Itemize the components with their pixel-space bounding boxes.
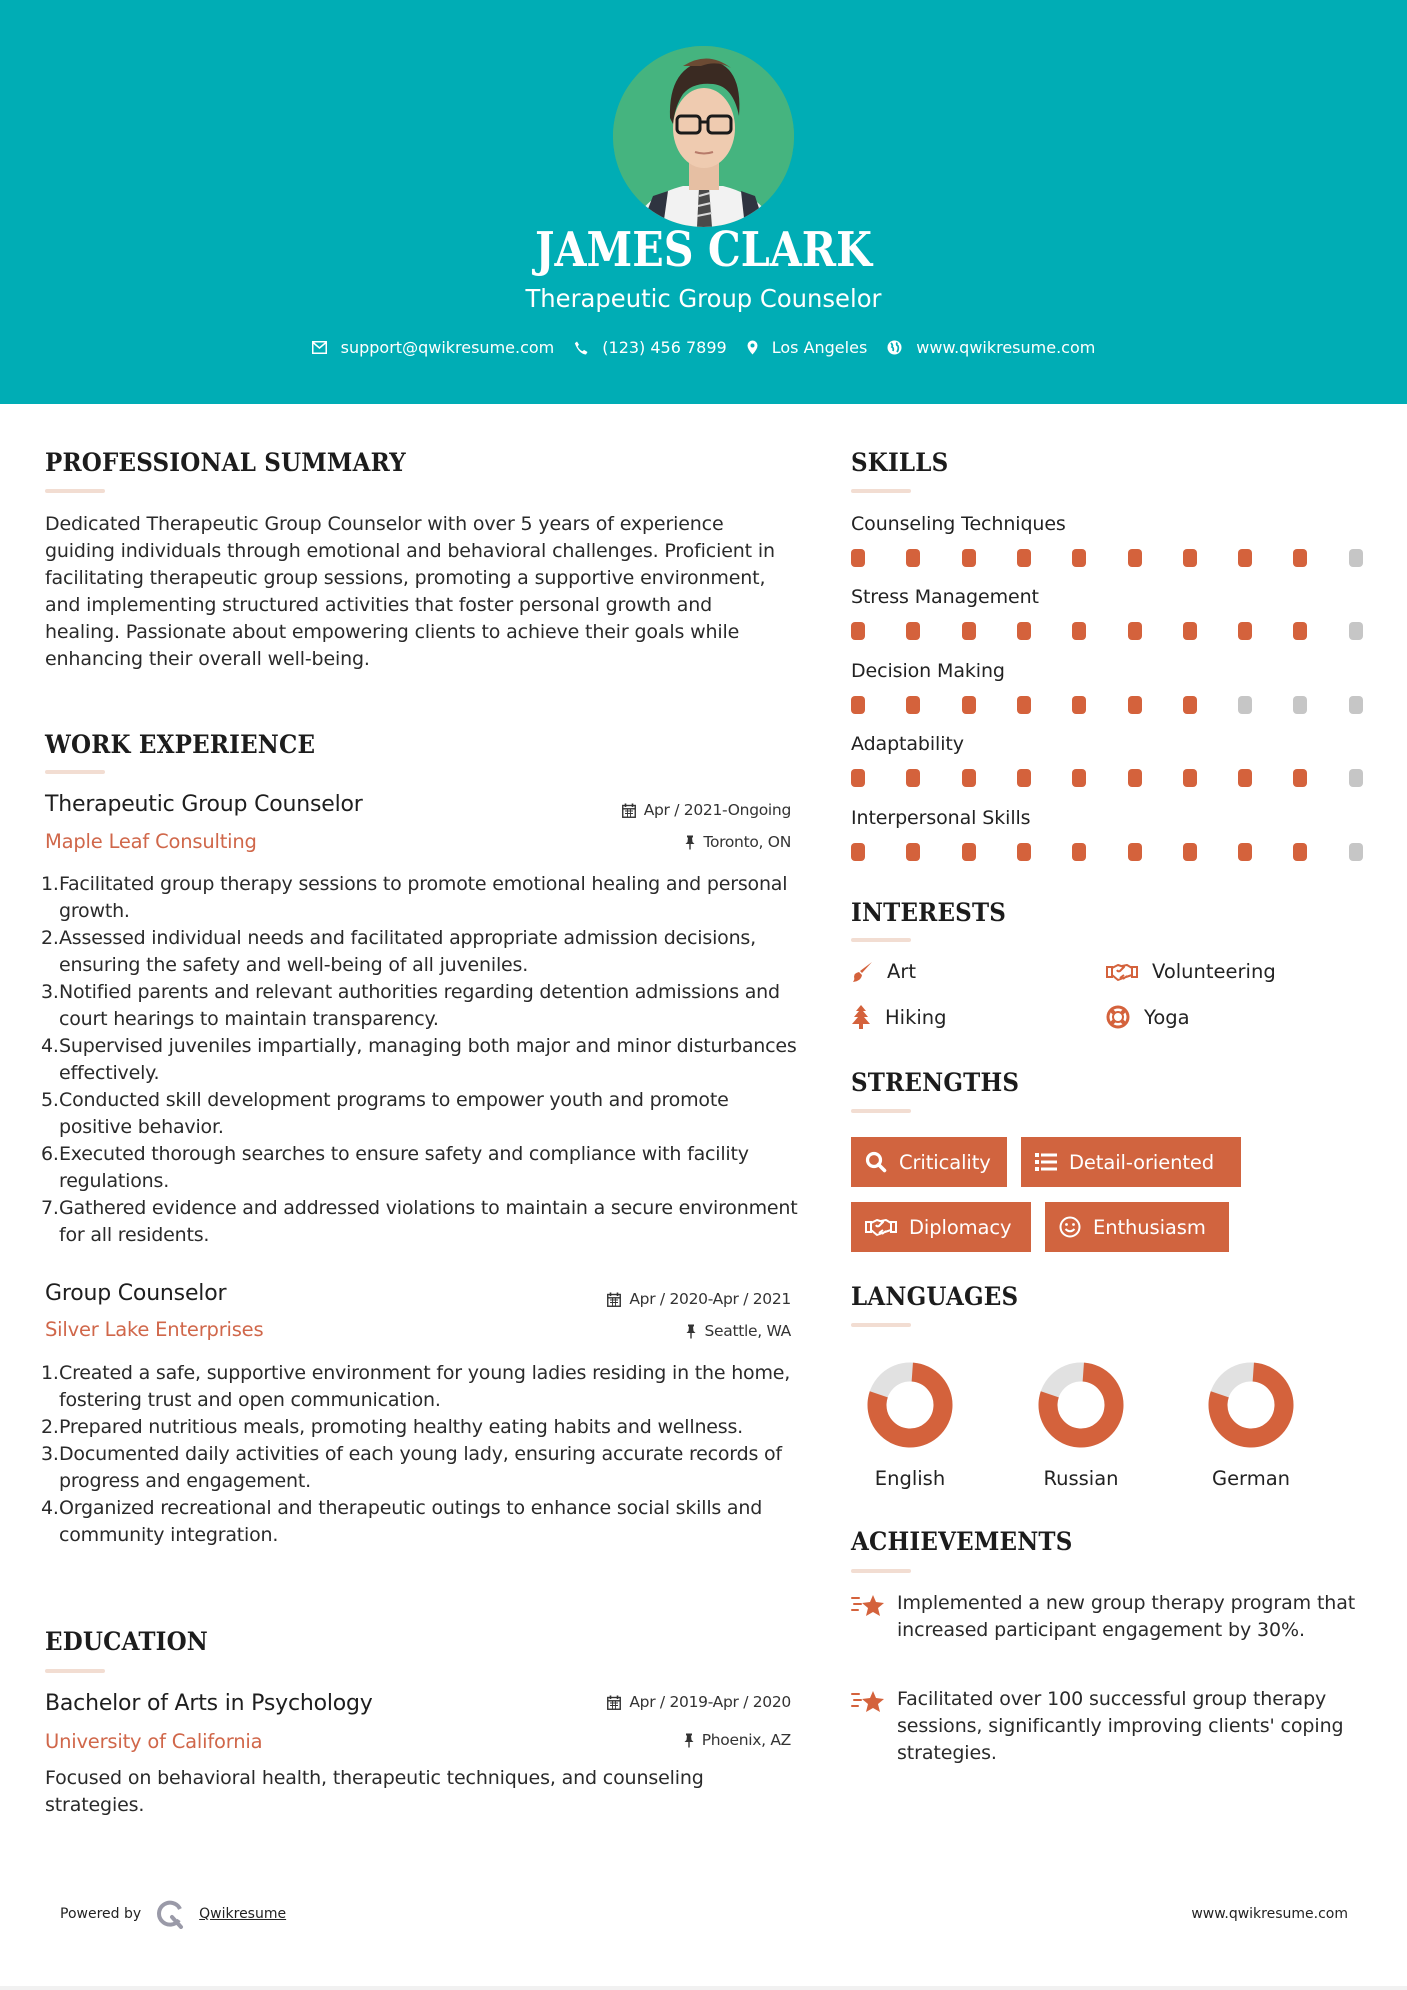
achievement-item: Implemented a new group therapy program that increased participant engagement by 30%. [851,1590,1371,1644]
contact-website[interactable] [887,338,1095,357]
globe-icon [887,340,902,355]
skill-dot-filled [1017,696,1031,714]
list-icon [1035,1152,1057,1172]
company-name: Maple Leaf Consulting [45,830,257,853]
calendar-icon [622,803,636,818]
skill-name: Interpersonal Skills [851,807,1031,829]
skill-dot-filled [962,622,976,640]
skill-dot-filled [1293,843,1307,861]
skill-dot-filled [851,622,865,640]
language-russian: Russian [1026,1362,1136,1490]
job-dates: Apr / 2020-Apr / 2021 [607,1290,791,1308]
skill-dot-filled [906,769,920,787]
skill-name: Stress Management [851,586,1039,608]
education-dates: Apr / 2019-Apr / 2020 [607,1693,791,1711]
skill-rating [851,549,1371,567]
contact-phone-text: (123) 456 7899 [602,338,727,357]
list-item: 3. Documented daily activities of each young lady, ensuring accurate records of progress and engagement. [41,1443,782,1492]
shooting-star-icon [851,1594,885,1618]
skill-dot-filled [1238,622,1252,640]
list-item: 1. Created a safe, supportive environment for young ladies residing in the home, fostering trust and open communication. [41,1362,791,1411]
skill-dot-filled [906,549,920,567]
qwikresume-link[interactable]: Qwikresume [199,1906,287,1922]
interest-hiking: Hiking [851,1005,947,1029]
contact-email-text: support@qwikresume.com [340,338,555,357]
skill-dot-filled [1128,769,1142,787]
skill-dot-empty [1349,622,1363,640]
skill-dot-filled [906,843,920,861]
skill-dot-filled [851,549,865,567]
skill-dot-filled [1183,769,1197,787]
list-item: 2. Prepared nutritious meals, promoting healthy eating habits and wellness. [41,1416,744,1438]
section-divider [851,938,911,942]
calendar-icon [607,1695,621,1710]
skill-dot-filled [1072,622,1086,640]
contact-phone[interactable] [574,338,726,357]
strength-badge-detail-oriented: Detail-oriented [1021,1137,1241,1187]
school-name: University of California [45,1730,263,1753]
language-proficiency-donut [1026,1362,1136,1448]
contact-website-text: www.qwikresume.com [916,338,1096,357]
experience-heading: WORK EXPERIENCE [45,730,316,759]
language-proficiency-donut [855,1362,965,1448]
skill-dot-filled [1238,549,1252,567]
strength-badge-diplomacy: Diplomacy [851,1202,1031,1252]
skill-dot-filled [851,843,865,861]
job-location: Seattle, WA [686,1322,791,1340]
language-german: German [1196,1362,1306,1490]
skills-heading: SKILLS [851,448,949,477]
skill-dot-empty [1349,696,1363,714]
language-english: English [855,1362,965,1490]
skill-name: Decision Making [851,660,1005,682]
skill-dot-filled [906,696,920,714]
skill-dot-filled [1017,622,1031,640]
strength-badge-enthusiasm: Enthusiasm [1045,1202,1229,1252]
skill-dot-filled [1128,696,1142,714]
job-bullets [41,871,801,1249]
section-divider [45,770,105,774]
skill-dot-filled [962,769,976,787]
phone-icon [574,341,588,355]
skill-dot-filled [1183,549,1197,567]
section-divider [851,1569,911,1573]
skill-dot-filled [962,843,976,861]
skill-dot-filled [1072,843,1086,861]
skill-dot-empty [1349,549,1363,567]
section-divider [851,1109,911,1113]
smile-icon [1059,1216,1081,1238]
skill-dot-filled [1238,843,1252,861]
resume-header [0,0,1407,404]
skill-dot-filled [1293,622,1307,640]
paintbrush-icon [851,961,873,983]
skill-rating [851,696,1371,714]
skill-dot-filled [1293,549,1307,567]
candidate-title: Therapeutic Group Counselor [525,284,882,313]
skill-dot-filled [1072,696,1086,714]
skill-name: Adaptability [851,733,964,755]
skill-dot-filled [1072,549,1086,567]
education-heading: EDUCATION [45,1627,209,1656]
footer-website[interactable]: www.qwikresume.com [1191,1906,1348,1922]
list-item: 6. Executed thorough searches to ensure safety and compliance with facility regulations. [41,1143,749,1192]
interest-volunteering: Volunteering [1106,960,1276,983]
job-title: Therapeutic Group Counselor [45,792,363,817]
skill-rating [851,769,1371,787]
page-bottom-border [0,1986,1407,1990]
life-ring-icon [1106,1005,1130,1029]
skill-dot-filled [962,549,976,567]
skill-rating [851,622,1371,640]
language-proficiency-donut [1196,1362,1306,1448]
languages-heading: LANGUAGES [851,1282,1019,1311]
skill-dot-filled [1183,843,1197,861]
skill-dot-filled [1128,622,1142,640]
list-item: 2. Assessed individual needs and facilitated appropriate admission decisions, ensuring the safety and well-being of all juveniles. [41,927,756,976]
list-item: 4. Organized recreational and therapeutic outings to enhance social skills and community integration. [41,1497,763,1546]
tree-icon [851,1005,871,1029]
strength-badge-criticality: Criticality [851,1137,1007,1187]
skill-rating [851,843,1371,861]
calendar-icon [607,1292,621,1307]
skill-dot-empty [1293,696,1307,714]
job-dates: Apr / 2021-Ongoing [622,801,791,819]
degree-title: Bachelor of Arts in Psychology [45,1691,373,1716]
skill-dot-filled [1128,843,1142,861]
achievement-item: Facilitated over 100 successful group therapy sessions, significantly improving clients' coping strategies. [851,1686,1371,1767]
map-marker-icon [747,340,758,355]
list-item: 1. Facilitated group therapy sessions to promote emotional healing and personal growth. [41,873,788,922]
skill-dot-filled [1183,622,1197,640]
skill-dot-filled [1017,549,1031,567]
list-item: 4. Supervised juveniles impartially, managing both major and minor disturbances effectively. [41,1035,797,1084]
section-divider [851,489,911,493]
search-icon [865,1151,887,1173]
handshake-icon [865,1217,897,1237]
shooting-star-icon [851,1690,885,1714]
skill-dot-filled [1238,769,1252,787]
skill-dot-filled [851,696,865,714]
job-bullets [41,1360,801,1549]
pushpin-icon [684,1733,694,1748]
skill-dot-empty [1349,769,1363,787]
candidate-name: JAMES CLARK [534,222,872,278]
list-item: 7. Gathered evidence and addressed violations to maintain a secure environment for all residents. [41,1197,798,1246]
education-description: Focused on behavioral health, therapeutic techniques, and counseling strategies. [45,1767,704,1816]
skill-dot-empty [1349,843,1363,861]
skill-dot-filled [851,769,865,787]
contact-location [747,338,868,357]
skill-dot-filled [1183,696,1197,714]
pushpin-icon [686,1324,696,1339]
contact-row [0,338,1407,357]
interest-art: Art [851,960,916,983]
skill-name: Counseling Techniques [851,513,1066,535]
list-item: 3. Notified parents and relevant authorities regarding detention admissions and court hearings to maintain transparency. [41,981,780,1030]
contact-location-text: Los Angeles [771,338,868,357]
summary-text: Dedicated Therapeutic Group Counselor with over 5 years of experience guiding individuals through emotional and behavioral challenges. Proficient in facilitating therapeutic group sessions, promoting a supportive environment, and implementing structured activities that foster personal growth and healing. Passionate about empowering clients to achieve their goals while enhancing their overall well-being. [45,513,775,670]
summary-heading: PROFESSIONAL SUMMARY [45,448,406,477]
skill-dot-filled [1128,549,1142,567]
education-location: Phoenix, AZ [684,1731,791,1749]
achievements-heading: ACHIEVEMENTS [851,1527,1073,1556]
section-divider [45,489,105,493]
section-divider [851,1323,911,1327]
pushpin-icon [685,835,695,850]
interest-yoga: Yoga [1106,1005,1190,1029]
footer-powered-by: Powered by Qwikresume [60,1899,286,1929]
skill-dot-filled [1072,769,1086,787]
interests-heading: INTERESTS [851,898,1007,927]
company-name: Silver Lake Enterprises [45,1318,264,1341]
skill-dot-filled [906,622,920,640]
job-title: Group Counselor [45,1281,227,1306]
handshake-icon [1106,962,1138,982]
job-location: Toronto, ON [685,833,791,851]
list-item: 5. Conducted skill development programs to empower youth and promote positive behavior. [41,1089,729,1138]
strengths-heading: STRENGTHS [851,1068,1020,1097]
skill-dot-empty [1238,696,1252,714]
qwikresume-logo-icon [155,1899,185,1929]
section-divider [45,1669,105,1673]
skill-dot-filled [1017,843,1031,861]
envelope-icon [312,341,327,354]
contact-email[interactable] [312,338,555,357]
skill-dot-filled [1017,769,1031,787]
skill-dot-filled [1293,769,1307,787]
profile-photo [613,46,794,227]
skill-dot-filled [962,696,976,714]
